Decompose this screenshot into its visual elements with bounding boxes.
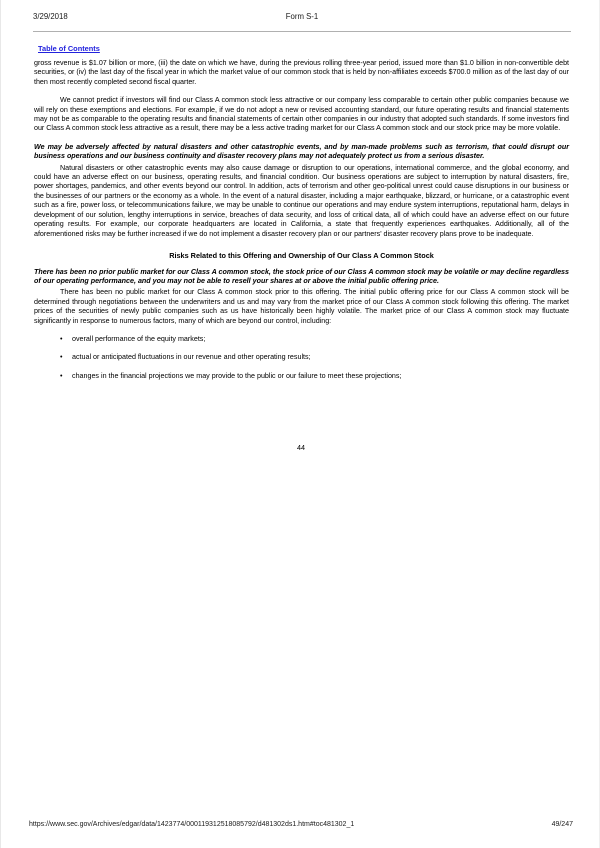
list-item-label: overall performance of the equity markets; bbox=[72, 334, 206, 343]
paragraph-natural-disasters: Natural disasters or other catastrophic events may also cause damage or disruption to our operations, international commerce, and the global economy, and could have an adverse effect on our business, operating results, and financial condition. Our business operations are subject to interruption by natural disasters, fire, power shortages, pandemics, and other events beyond our control. In addition, acts of terrorism and other geo-political unrest could cause disruptions in our business or the businesses of our partners or the economy as a whole. In the event of a natural disaster, including a major earthquake, blizzard, or hurricane, or a catastrophic event such as a fire, power loss, or telecommunications failure, we may be unable to continue our operations and may endure system interruptions, reputational harm, delays in development of our solution, lengthy interruptions in service, breaches of data security, and loss of critical data, all of which could have an adverse effect on our future operating results. For example, our corporate headquarters are located in California, a state that frequently experiences earthquakes. Additionally, all of the aforementioned risks may be further increased if we do not implement a disaster recovery plan or our partners' disaster recovery plans prove to be inadequate. bbox=[34, 163, 569, 238]
bullet-icon: • bbox=[60, 353, 63, 362]
list-item-label: changes in the financial projections we may provide to the public or our failure to meet these projections; bbox=[72, 371, 402, 380]
risk-factors-list bbox=[34, 335, 569, 381]
print-footer bbox=[29, 821, 573, 833]
risk-factor-heading-natural-disasters: We may be adversely affected by natural disasters and other catastrophic events, and by man-made problems such as terrorism, that could disrupt our business operations and our business continuity and disaster recovery plans may not adequately protect us from a serious disaster. bbox=[34, 142, 569, 161]
print-header bbox=[33, 12, 571, 26]
risk-factor-heading-no-prior-market: There has been no prior public market for our Class A common stock, the stock price of our Class A common stock may be volatile or may decline regardless of our operating performance, and you may not be able to resell your shares at or above the initial public offering price. bbox=[34, 267, 569, 285]
header-divider bbox=[33, 31, 571, 32]
document-title: Form S-1 bbox=[285, 12, 319, 21]
table-of-contents-link[interactable]: Table of Contents bbox=[38, 44, 100, 53]
document-body bbox=[34, 59, 569, 390]
page-number: 44 bbox=[297, 443, 305, 452]
list-item bbox=[34, 372, 569, 381]
bullet-icon: • bbox=[60, 334, 63, 343]
paragraph-continuation: gross revenue is $1.07 billion or more, (iii) the date on which we have, during the previous rolling three-year period, issued more than $1.0 billion in non-convertible debt securities, or (iv) the last day of the fiscal year in which the market value of our common stock that is held by non-affiliates exceeds $700.0 million as of the last day of our then most recently completed second fiscal quarter. bbox=[34, 59, 569, 86]
list-item bbox=[34, 335, 569, 344]
footer-page-indicator: 49/247 bbox=[551, 821, 573, 828]
paragraph-investor-predictions: We cannot predict if investors will find our Class A common stock less attractive or our company less comparable to certain other public companies because we will rely on these exemptions and elections. For example, if we do not adopt a new or revised accounting standard, our future operating results and financial statements may not be as comparable to the operating results and financial statements of certain other companies in our industry that adopted such standards. If some investors find our Class A common stock less attractive as a result, there may be a less active trading market for our Class A common stock and our stock price may be more volatile. bbox=[34, 96, 569, 133]
footer-url: https://www.sec.gov/Archives/edgar/data/1423774/000119312518085792/d481302ds1.htm#toc481302_1 bbox=[29, 821, 355, 828]
paragraph-no-public-market: There has been no public market for our Class A common stock prior to this offering. The initial public offering price for our Class A common stock will be determined through negotiations between the underwriters and us and may vary from the market price of our Class A common stock following this offering. The market prices of the securities of newly public companies such as us have historically been highly volatile. The market price of our Class A common stock may fluctuate significantly in response to numerous factors, many of which are beyond our control, including: bbox=[34, 288, 569, 325]
list-item bbox=[34, 353, 569, 362]
bullet-icon: • bbox=[60, 371, 63, 380]
list-item-label: actual or anticipated fluctuations in our revenue and other operating results; bbox=[72, 353, 311, 362]
print-date: 3/29/2018 bbox=[33, 12, 68, 21]
section-heading-offering-risks: Risks Related to this Offering and Ownership of Our Class A Common Stock bbox=[169, 250, 434, 260]
